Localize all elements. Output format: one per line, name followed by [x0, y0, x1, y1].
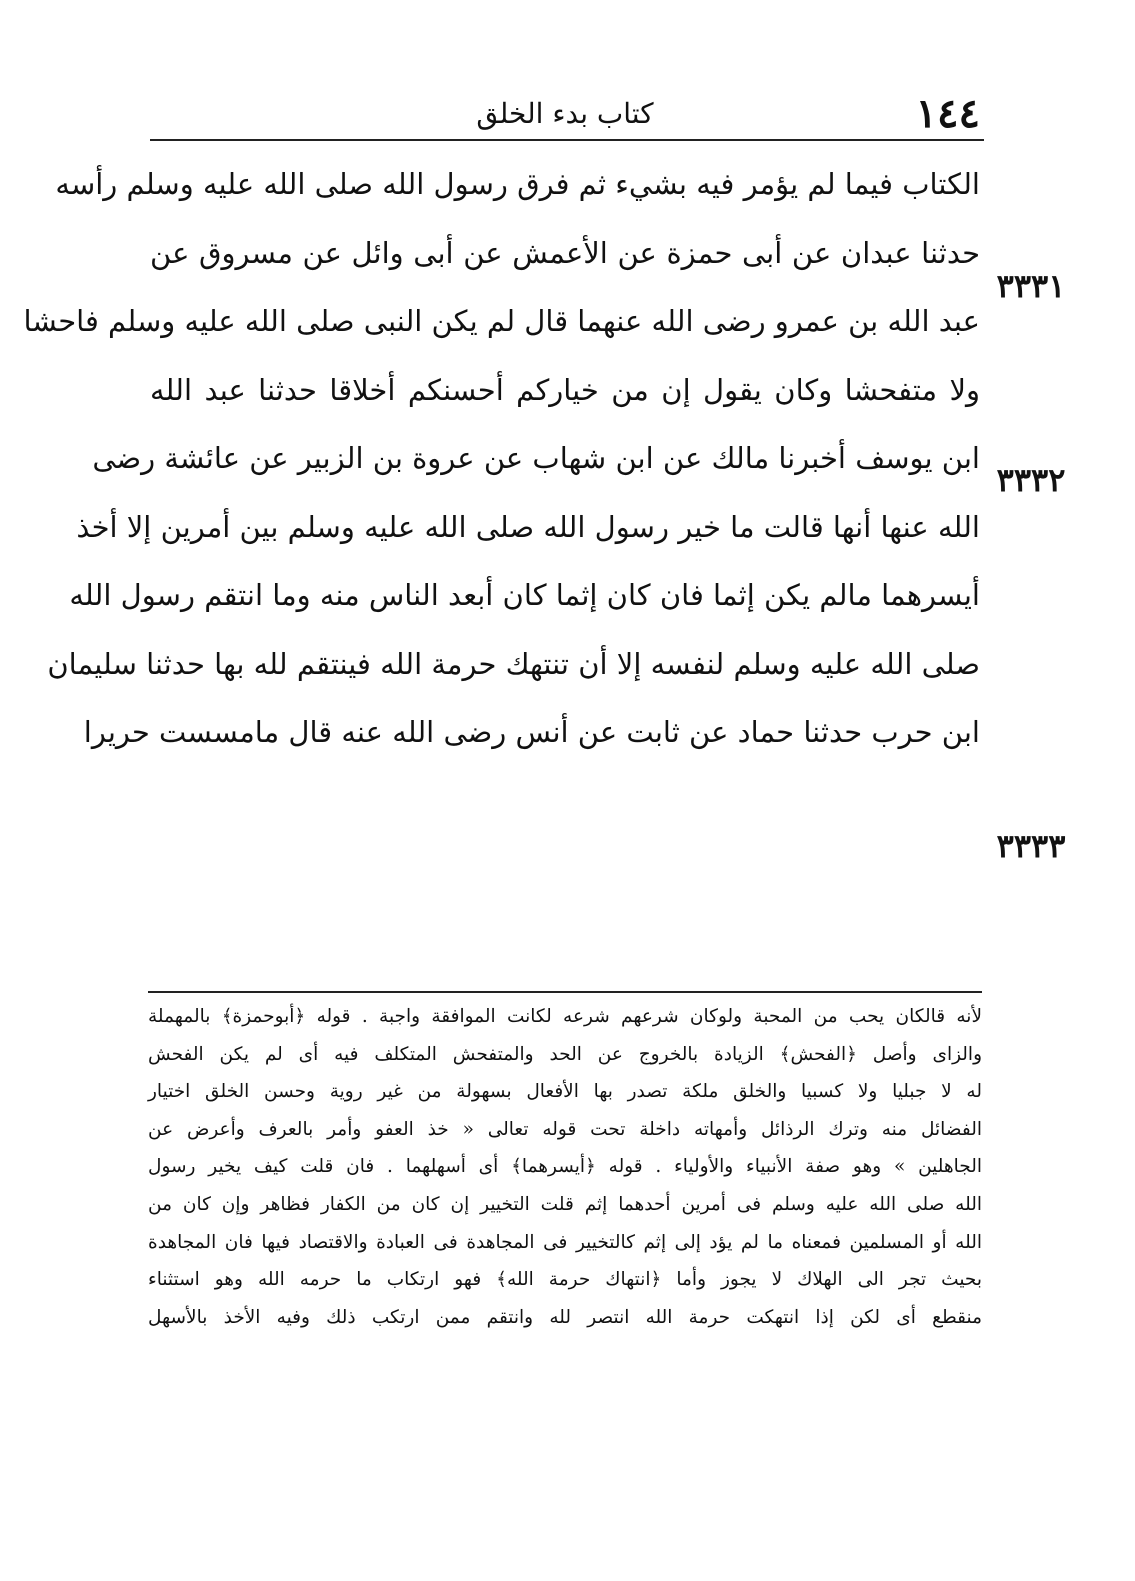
hadith-text [23, 150, 980, 767]
running-title: كتاب بدء الخلق [476, 97, 654, 130]
header-rule [150, 139, 984, 141]
text-line: صلى الله عليه وسلم لنفسه إلا أن تنتهك حرمة الله فينتقم لله بها حدثنا سليمان [47, 646, 980, 681]
hadith-number: ٣٣٣٢ [996, 461, 1066, 499]
text-line: الكتاب فيما لم يؤمر فيه بشيء ثم فرق رسول الله صلى الله عليه وسلم رأسه [55, 167, 980, 201]
footnote-line: منقطع أى لكن إذا انتهكت حرمة الله انتصر لله وانتقم ممن ارتكب ذلك وفيه الأخذ بالأسهل [148, 1306, 982, 1328]
text-line: ولا متفحشا وكان يقول إن من خياركم أحسنكم أخلاقا حدثنا عبد الله [150, 372, 980, 407]
hadith-number: ٣٣٣١ [996, 267, 1066, 305]
text-line: أيسرهما مالم يكن إثما فان كان إثما كان أبعد الناس منه وما انتقم رسول الله [69, 578, 980, 612]
footnotes [148, 998, 982, 1336]
footnote-line: الفضائل منه وترك الرذائل وأمهاته داخلة تحت قوله تعالى « خذ العفو وأمر بالعرف وأعرض عن [148, 1118, 982, 1140]
footnote-line: الجاهلين » وهو صفة الأنبياء والأولياء . قوله ﴿أيسرهما﴾ أى أسهلهما . فان قلت كيف يخير رسول [148, 1156, 982, 1178]
text-line: الله عنها أنها قالت ما خير رسول الله صلى الله عليه وسلم بين أمرين إلا أخذ [76, 509, 980, 544]
footnote-line: الله صلى الله عليه وسلم فى أمرين أحدهما إثم قلت التخيير إن كان من الكفار فظاهر وإن كان من [148, 1193, 982, 1215]
text-line: ابن يوسف أخبرنا مالك عن ابن شهاب عن عروة بن الزبير عن عائشة رضى [92, 441, 980, 475]
footnote-line: بحيث تجر الى الهلاك لا يجوز وأما ﴿انتهاك حرمة الله﴾ فهو ارتكاب ما حرمه الله وهو استثناء [148, 1269, 982, 1291]
footnote-line: لأنه قالكان يحب من المحبة ولوكان شرعهم شرعه لكانت الموافقة واجبة . قوله ﴿أبوحمزة﴾ بالمهملة [148, 1006, 982, 1027]
page-number: ١٤٤ [915, 90, 980, 137]
text-line: ابن حرب حدثنا حماد عن ثابت عن أنس رضى الله عنه قال مامسست حريرا [83, 715, 980, 749]
footnote-line: والزاى وأصل ﴿الفحش﴾ الزيادة بالخروج عن الحد والمتفحش المتكلف فيه أى لم يكن الفحش [148, 1043, 982, 1065]
footnote-line: له لا جبليا ولا كسبيا والخلق ملكة تصدر بها الأفعال بسهولة من غير روية وحسن الخلق اختيار [148, 1081, 982, 1103]
page-header [150, 92, 980, 136]
footnote-line: الله أو المسلمين فمعناه ما لم يؤد إلى إثم كالتخيير فى المجاهدة فى العبادة والاقتصاد فيها فان المجاهدة [148, 1231, 982, 1253]
text-line: عبد الله بن عمرو رضى الله عنهما قال لم يكن النبى صلى الله عليه وسلم فاحشا [23, 304, 980, 338]
hadith-number: ٣٣٣٣ [996, 827, 1066, 865]
text-line: حدثنا عبدان عن أبى حمزة عن الأعمش عن أبى وائل عن مسروق عن [150, 235, 980, 270]
footnote-rule [148, 991, 982, 993]
